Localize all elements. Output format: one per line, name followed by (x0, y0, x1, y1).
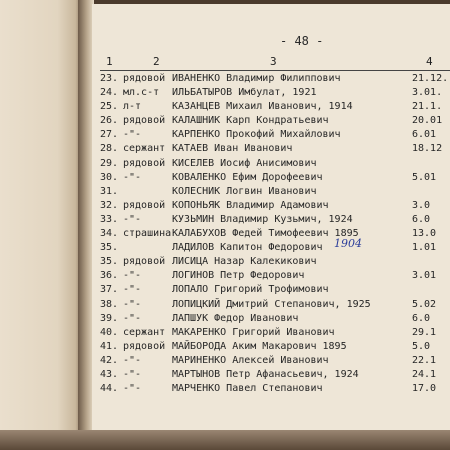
row-name: КИСЕЛЕВ Иосиф Анисимович (172, 157, 317, 169)
row-rank: сержант (123, 326, 166, 338)
row-number: 40. (100, 326, 119, 338)
table-row (0, 171, 450, 185)
table-row (0, 157, 450, 171)
column-header-3: 3 (270, 55, 277, 68)
table-row (0, 298, 450, 312)
row-name: КАЗАНЦЕВ Михаил Иванович, 1914 (172, 101, 353, 113)
row-rank: -"- (123, 312, 142, 324)
table-row (0, 100, 450, 114)
row-number: 36. (100, 270, 119, 282)
row-number: 39. (100, 312, 119, 324)
row-number: 37. (100, 284, 119, 296)
column-header (100, 55, 450, 69)
row-name: ЛИСИЦА Назар Калекикович (172, 256, 317, 268)
row-name: КАЛАБУХОВ Федей Тимофеевич 1895 (172, 228, 359, 240)
table-row (0, 199, 450, 213)
row-rank: страшина (123, 228, 172, 240)
table-row (0, 227, 450, 241)
row-rank: -"- (123, 368, 142, 380)
row-rank: л-т (123, 101, 142, 113)
row-number: 29. (100, 157, 119, 169)
book-bottom-edge (0, 430, 450, 450)
row-date: 3.01 (412, 270, 437, 282)
row-name: МАРИНЕНКО Алексей Иванович (172, 354, 329, 366)
row-number: 38. (100, 298, 119, 310)
row-name: ЛАПШУК Федор Иванович (172, 312, 299, 324)
row-name: ИЛЬБАТЫРОВ Имбулат, 1921 (172, 87, 317, 99)
row-name: ИВАНЕНКО Владимир Филиппович (172, 73, 341, 84)
row-rank: -"- (123, 383, 142, 395)
row-name: МАРЧЕНКО Павел Степанович (172, 383, 323, 395)
row-date: 24.1 (412, 368, 437, 380)
row-name: ЛОПАЛО Григорий Трофимович (172, 284, 329, 296)
table-row (0, 241, 450, 255)
table-row (0, 213, 450, 227)
table-row (0, 340, 450, 354)
row-number: 25. (100, 101, 119, 113)
row-rank: рядовой (123, 157, 166, 169)
table-row (0, 368, 450, 382)
row-date: 6.01 (412, 129, 437, 141)
row-number: 43. (100, 368, 119, 380)
row-rank: рядовой (123, 256, 166, 268)
row-number: 35. (100, 242, 119, 254)
row-number: 30. (100, 171, 119, 183)
row-number: 23. (100, 73, 119, 84)
row-rank: сержант (123, 143, 166, 155)
row-rank: рядовой (123, 340, 166, 352)
row-number: 41. (100, 340, 119, 352)
table-row (0, 114, 450, 128)
table-row (0, 72, 450, 86)
row-name: МАЙБОРОДА Аким Макарович 1895 (172, 340, 347, 352)
row-date: 18.12 (412, 143, 443, 155)
row-number: 34. (100, 228, 119, 240)
row-name: КОПОНЬЯК Владимир Адамович (172, 199, 329, 211)
table-row (0, 128, 450, 142)
row-number: 26. (100, 115, 119, 127)
row-name: МАРТЫНОВ Петр Афанасьевич, 1924 (172, 368, 359, 380)
column-header-2: 2 (153, 55, 160, 68)
row-number: 33. (100, 213, 119, 225)
row-rank: -"- (123, 129, 142, 141)
row-date: 1.01 (412, 242, 437, 254)
record-list (0, 72, 450, 396)
row-rank: -"- (123, 284, 142, 296)
row-name: ЛОПИЦКИЙ Дмитрий Степанович, 1925 (172, 298, 371, 310)
row-name: КОВАЛЕНКО Ефим Дорофеевич (172, 171, 323, 183)
row-date: 13.0 (412, 228, 437, 240)
row-date: 21.12. (412, 73, 449, 84)
table-row (0, 142, 450, 156)
row-number: 32. (100, 199, 119, 211)
row-name: КАРПЕНКО Прокофий Михайлович (172, 129, 341, 141)
row-number: 27. (100, 129, 119, 141)
row-date: 3.0 (412, 199, 431, 211)
row-name: КАТАЕВ Иван Иванович (172, 143, 293, 155)
row-rank: -"- (123, 171, 142, 183)
row-rank: -"- (123, 213, 142, 225)
table-row (0, 354, 450, 368)
table-row (0, 382, 450, 396)
row-name: МАКАРЕНКО Григорий Иванович (172, 326, 335, 338)
row-rank: рядовой (123, 199, 166, 211)
column-header-4: 4 (426, 55, 433, 68)
table-row (0, 283, 450, 297)
row-date: 21.1. (412, 101, 443, 113)
row-number: 35. (100, 256, 119, 268)
table-row (0, 86, 450, 100)
row-name: КУЗЬМИН Владимир Кузьмич, 1924 (172, 213, 353, 225)
table-row (0, 185, 450, 199)
table-row (0, 255, 450, 269)
row-date: 5.01 (412, 171, 437, 183)
row-rank: рядовой (123, 73, 166, 84)
table-row (0, 312, 450, 326)
row-date: 17.0 (412, 383, 437, 395)
row-rank: -"- (123, 298, 142, 310)
table-row (0, 269, 450, 283)
table-row (0, 326, 450, 340)
row-date: 20.01 (412, 115, 443, 127)
row-number: 44. (100, 383, 119, 395)
row-name: КАЛАШНИК Карп Кондратьевич (172, 115, 329, 127)
row-rank: мл.с-т (123, 87, 160, 99)
handwritten-note: 1904 (334, 237, 362, 250)
row-date: 3.01. (412, 87, 443, 99)
row-number: 28. (100, 143, 119, 155)
row-number: 42. (100, 354, 119, 366)
row-date: 29.1 (412, 326, 437, 338)
row-number: 24. (100, 87, 119, 99)
row-date: 5.0 (412, 340, 431, 352)
row-rank: -"- (123, 270, 142, 282)
row-name: ЛОГИНОВ Петр Федорович (172, 270, 305, 282)
row-name: ЛАДИЛОВ Капитон Федорович (172, 242, 323, 254)
row-name: КОЛЕСНИК Логвин Иванович (172, 185, 317, 197)
row-date: 6.0 (412, 213, 431, 225)
row-number: 31. (100, 185, 119, 197)
row-rank: рядовой (123, 115, 166, 127)
row-rank: -"- (123, 354, 142, 366)
row-date: 5.02 (412, 298, 437, 310)
page-number: - 48 - (280, 34, 324, 48)
header-rule (100, 70, 450, 71)
column-header-1: 1 (106, 55, 113, 68)
row-date: 22.1 (412, 354, 437, 366)
row-date: 6.0 (412, 312, 431, 324)
